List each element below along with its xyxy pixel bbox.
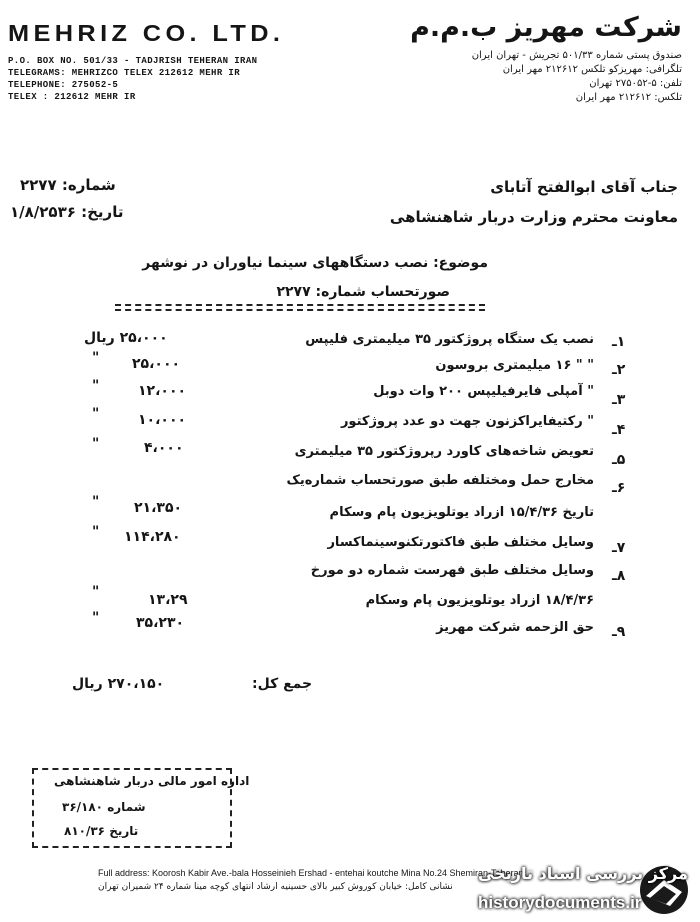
- item-description: ۱۸/۴/۳۶ ازراد یوتلویزیون پام وسکام: [365, 593, 594, 608]
- item-number: ۴ـ: [612, 422, 626, 438]
- item-amount: ۲۵،۰۰۰: [132, 356, 181, 372]
- ditto-mark: ": [92, 406, 100, 422]
- stamp-number: شماره ۳۶/۱۸۰: [62, 800, 146, 814]
- invoice-number: صورتحساب شماره: ۲۲۷۷: [276, 284, 450, 300]
- letterhead-fa-line: صندوق پستی شماره ۵۰۱/۳۳ تجریش - تهران ایران: [471, 50, 682, 61]
- item-description: تعویض شاخه‌های کاورد رپروژکتور ۳۵ میلیمتری: [294, 444, 594, 459]
- total-label: جمع کل:: [252, 676, 313, 692]
- addressee-title: معاونت محترم وزارت دربار شاهنشاهی: [389, 208, 678, 226]
- letterhead-en-line: TELEPHONE: 275052-5: [8, 80, 119, 90]
- item-description: " " ۱۶ میلیمتری بروسون: [435, 358, 594, 373]
- watermark-title: مرکز بررسی اسناد تاریخی: [478, 864, 688, 883]
- item-description: حق الزحمه شرکت مهریز: [436, 620, 594, 635]
- item-number: ۹ـ: [612, 624, 626, 640]
- item-number: ۶ـ: [612, 480, 626, 496]
- item-description: " رکتیفایراکزنون جهت دو عدد پروژکتور: [340, 414, 594, 429]
- item-number: ۵ـ: [612, 452, 626, 468]
- item-amount: ۴،۰۰۰: [144, 440, 184, 456]
- letterhead-fa-line: تلکس: ۲۱۲۶۱۲ مهر ایران: [575, 92, 682, 103]
- company-name-persian: شرکت مهریز ب.م.م: [410, 12, 682, 43]
- item-amount: ۲۵،۰۰۰ ریال: [84, 330, 168, 346]
- company-name-english: MEHRIZ CO. LTD.: [8, 20, 285, 46]
- letterhead-en-line: TELEX : 212612 MEHR IR: [8, 92, 136, 102]
- item-number: ۸ـ: [612, 568, 626, 584]
- subject-line: موضوع: نصب دستگاههای سینما نیاوران در نوشهر: [142, 255, 488, 271]
- letter-number: شماره: ۲۲۷۷: [20, 176, 116, 194]
- footer-address-persian: نشانی کامل: خیابان کوروش کبیر بالای حسینیه ارشاد انتهای کوچه مینا شماره ۲۴ شمیران تهران: [98, 882, 453, 892]
- item-amount: ۱۲،۰۰۰: [138, 383, 187, 399]
- letterhead-fa-line: تلگرافی: مهریزکو تلکس ۲۱۲۶۱۲ مهر ایران: [502, 64, 682, 75]
- ditto-mark: ": [92, 436, 100, 452]
- ditto-mark: ": [92, 610, 100, 626]
- ditto-mark: ": [92, 378, 100, 394]
- ditto-mark: ": [92, 584, 100, 600]
- item-number: ۳ـ: [612, 392, 626, 408]
- stamp-date: تاریخ ۸۱۰/۳۶: [64, 824, 139, 838]
- letterhead-en-line: P.O. BOX NO. 501/33 - TADJRISH TEHERAN IRAN: [8, 56, 258, 66]
- ditto-mark: ": [92, 494, 100, 510]
- addressee-name: جناب آقای ابوالفتح آتابای: [490, 178, 678, 196]
- item-number: ۲ـ: [612, 362, 626, 378]
- item-number: ۱ـ: [612, 334, 626, 350]
- item-amount: ۲۱،۳۵۰: [134, 500, 183, 516]
- item-description: تاریخ ۱۵/۴/۳۶ ازراد یوتلویزیون پام وسکام: [329, 505, 594, 520]
- stamp-office: اداره امور مالی دربار شاهنشاهی: [54, 774, 250, 788]
- watermark-url: historydocuments.ir: [478, 893, 642, 912]
- item-description: وسایل مختلف طبق فهرست شماره دو مورخ: [310, 563, 594, 578]
- footer-address-english: Full address: Koorosh Kabir Ave.-bala Hosseinieh Ershad - entehai koutche Mina No.24 Shemiran-Teheran: [98, 868, 524, 878]
- ditto-mark: ": [92, 350, 100, 366]
- item-description: وسایل مختلف طبق فاکتورتکنوسینماکسار: [327, 535, 594, 550]
- item-description: مخارج حمل ومختلفه طبق صورتحساب شماره‌یک: [286, 473, 594, 488]
- letterhead-fa-line: تلفن: ۵-۲۷۵۰۵۲ تهران: [589, 78, 682, 89]
- item-description: " آمپلی فایرفیلیپس ۲۰۰ وات دوبل: [373, 384, 594, 399]
- letter-date: تاریخ: ۱/۸/۲۵۳۶: [10, 203, 124, 221]
- separator-line: [115, 309, 485, 311]
- ditto-mark: ": [92, 524, 100, 540]
- letterhead-en-line: TELEGRAMS: MEHRIZCO TELEX 212612 MEHR IR: [8, 68, 241, 78]
- item-description: نصب یک ستگاه پروژکتور ۳۵ میلیمتری فلیپس: [305, 332, 594, 347]
- item-amount: ۳۵،۲۳۰: [136, 615, 185, 631]
- item-number: ۷ـ: [612, 540, 626, 556]
- item-amount: ۱۱۴،۲۸۰: [124, 529, 181, 545]
- separator-line: [115, 304, 485, 306]
- item-amount: ۱۳،۲۹: [148, 592, 188, 608]
- total-value: ۲۷۰،۱۵۰ ریال: [72, 676, 165, 692]
- item-amount: ۱۰،۰۰۰: [138, 412, 187, 428]
